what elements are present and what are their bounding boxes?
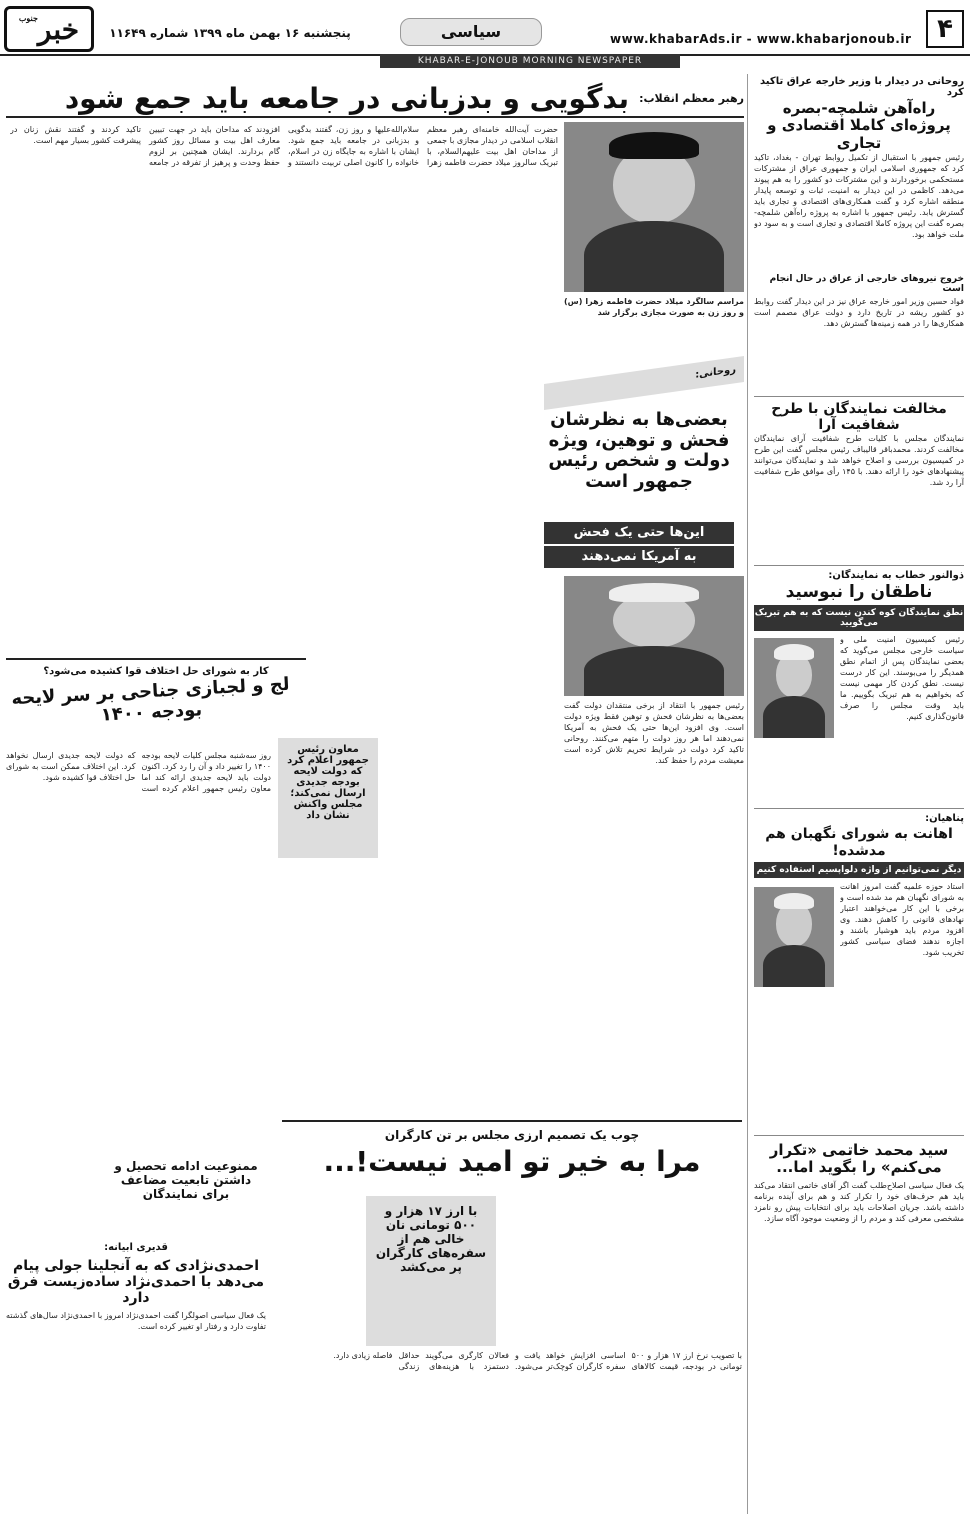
rouhani-kicker: روحانی:	[695, 364, 736, 381]
budget-title: لج و لجبازی جناحی بر سر لایحه بودجه ۱۴۰۰	[10, 673, 290, 726]
newspaper-logo	[4, 6, 94, 52]
article-body: فواد حسین وزیر امور خارجه عراق نیز در این دیدار گفت روابط دو کشور ریشه در تاریخ دارد و دولت عراق مصمم است همکاری‌ها را در همه زمینه‌ها گسترش دهد.	[754, 296, 964, 328]
rouhani-sub2: به آمریکا نمی‌دهند	[544, 546, 734, 568]
website-urls: www.khabarAds.ir - www.khabarjonoub.ir	[610, 32, 912, 46]
photo-caption: مراسم سالگرد میلاد حضرت فاطمه زهرا (س) و روز زن به صورت مجازی برگزار شد	[564, 297, 744, 317]
lead-headline-row	[6, 80, 744, 118]
lead-kicker: رهبر معظم انقلاب:	[639, 91, 744, 105]
divider	[754, 808, 964, 809]
masthead-strip: KHABAR-E-JONOUB MORNING NEWSPAPER	[380, 54, 680, 68]
ahmadi-body: یک فعال سیاسی اصولگرا گفت احمدی‌نژاد امروز با احمدی‌نژاد سال‌های گذشته تفاوت دارد و رفتار او تغییر کرده است.	[6, 1311, 266, 1331]
budget-rule	[6, 658, 306, 660]
article-body: رئیس کمیسیون امنیت ملی و سیاست خارجی مجلس می‌گوید که بعضی نمایندگان پس از اتمام نطق همدیگر را می‌بوسند. این کار درست نیست. نطق کردن کار مهمی نیست که بخواهیم به هم تبریک بگوییم. ما باید وقت مجلس را صرف قانون‌گذاری کنیم.	[840, 635, 964, 722]
wage-kicker: چوب یک تصمیم ارزی مجلس بر تن کارگران	[384, 1128, 640, 1142]
article-title: راه‌آهن شلمچه-بصره پروژه‌ای کاملا اقتصادی و تجاری	[767, 99, 951, 152]
ahmadi-box: ممنوعیت ادامه تحصیل و داشتن تابعیت مضاعف برای نمایندگان	[114, 1159, 258, 1201]
article-body: یک فعال سیاسی اصلاح‌طلب گفت اگر آقای خاتمی انتقاد می‌کند باید هم حرف‌های خود را تکرار کند و هم برای آینده برنامه داشته باشد. جریان اصلاحات باید برای انتخابات پیش رو نامزد مشخصی معرفی کند و مردم را از وضعیت موجود آگاه سازد.	[754, 1181, 964, 1224]
budget-kicker: کار به شورای حل اختلاف قوا کشیده می‌شود؟	[43, 666, 269, 677]
article-title: اهانت به شورای نگهبان هم مدشده!	[765, 826, 953, 859]
photo-panahian	[754, 887, 834, 987]
article-subhead: دیگر نمی‌توانیم از واژه دلواپسیم استفاده کنیم	[754, 862, 964, 878]
budget-body: روز سه‌شنبه مجلس کلیات لایحه بودجه ۱۴۰۰ را تغییر داد و آن را رد کرد. اکنون دولت باید لایحه جدیدی ارائه کند اما معاون رئیس جمهور اعلام کرده است که دولت لایحه جدیدی ارسال نخواهد کرد. این اختلاف ممکن است به شورای حل اختلاف قوا کشیده شود.	[6, 751, 271, 793]
lead-body: حضرت آیت‌الله خامنه‌ای رهبر معظم انقلاب اسلامی در دیدار مجازی با جمعی از مداحان اهل بیت علیهم‌السلام، با تبریک سالروز میلاد حضرت فاطمه زهرا سلام‌الله‌علیها و روز زن، گفتند بدگویی و بدزبانی در جامعه باید جمع شود. ایشان با اشاره به جایگاه زن در اسلام، خانواده را کانون اصلی تربیت دانستند و افزودند که مداحان باید در جهت تبیین معارف اهل بیت و مسائل روز کشور گام بردارند. ایشان همچنین بر لزوم حفظ وحدت و پرهیز از تفرقه در جامعه تاکید کردند و گفتند نقش زنان در پیشرفت کشور بسیار مهم است.	[10, 125, 558, 167]
wage-title: مرا به خیر تو امید نیست!...	[323, 1145, 701, 1178]
divider	[754, 396, 964, 397]
article-subhead: خروج نیروهای خارجی از عراق در حال انجام است	[769, 273, 964, 294]
rouhani-kicker-band	[544, 356, 744, 410]
ahmadi-kicker: قدیری ابیانه:	[104, 1242, 168, 1253]
divider	[754, 565, 964, 566]
article-body: استاد حوزه علمیه گفت امروز اهانت به شورای نگهبان هم مد شده است و برخی با این کار می‌خواهند اعتبار نهادهای قانونی را کاهش دهند. وی افزود مردم باید هوشیار باشند و اجازه ندهند فضای سیاسی کشور تخریب شود.	[840, 881, 964, 957]
logo-text: خبر	[37, 12, 80, 46]
wage-box: با ارز ۱۷ هزار و ۵۰۰ تومانی نان خالی هم از سفره‌های کارگران پر می‌کشد	[366, 1196, 496, 1346]
rouhani-title: بعضی‌ها به نظرشان فحش و توهین، ویژه دولت و شخص رئیس جمهور است	[548, 409, 730, 493]
article-title: مخالفت نمایندگان با طرح شفافیت آرا	[771, 400, 947, 433]
wage-rule	[282, 1120, 742, 1122]
main-area	[6, 70, 744, 1510]
page-number: ۴	[926, 10, 964, 48]
budget-box: معاون رئیس جمهور اعلام کرد که دولت لایحه بودجه جدیدی ارسال نمی‌کند؛ مجلس واکنش نشان داد	[278, 738, 378, 858]
article-kicker: پناهیان:	[925, 813, 964, 825]
article-subhead: نطق نمایندگان کوه کندن نیست که به هم تبریک می‌گویید	[754, 605, 964, 631]
article-kicker: ذوالنور خطاب به نمایندگان:	[828, 569, 964, 581]
article-body: نمایندگان مجلس با کلیات طرح شفافیت آرای نمایندگان مخالفت کردند. محمدباقر قالیباف رئیس مجلس گفت این طرح در کمیسیون بررسی و اصلاح خواهد شد و نمایندگان می‌توانند پیشنهادهای خود را ارائه دهند. با ۱۴۵ رأی موافق طرح شفافیت آرا رد شد.	[754, 433, 964, 487]
article-body: رئیس جمهور با استقبال از تکمیل روابط تهران - بغداد، تاکید کرد که جمهوری اسلامی ایران و جمهوری عراق از مشترکات مستحکمی برخوردارند و این مشترکات دو کشور را به هم پیوند می‌دهد. کاظمی در این دیدار به امنیت، ثبات و توسعه پایدار منطقه اشاره کرد و گفت همکاری‌های اقتصادی و تجاری باید گسترش یابد. رئیس جمهور با اشاره به پروژه راه‌آهن شلمچه-بصره گفت این پروژه کاملا اقتصادی و تجاری است و به سود دو ملت خواهد بود.	[754, 152, 964, 239]
photo-zolnour	[754, 638, 834, 738]
article-title: سید محمد خاتمی «تکرار می‌کنم» را بگوید اما...	[769, 1140, 949, 1176]
masthead	[0, 0, 970, 56]
article-title: ناطقان را نبوسید	[785, 581, 933, 602]
photo-rouhani	[564, 576, 744, 696]
logo-sub: جنوب	[18, 13, 38, 23]
wage-body: با تصویب نرخ ارز ۱۷ هزار و ۵۰۰ تومانی در بودجه، قیمت کالاهای اساسی افزایش خواهد یافت و سفره کارگران کوچک‌تر می‌شود. فعالان کارگری می‌گویند حداقل دستمزد با هزینه‌های زندگی فاصله زیادی دارد.	[333, 1351, 742, 1371]
rouhani-sub1: این‌ها حتی یک فحش	[544, 522, 734, 544]
date-line: پنجشنبه ۱۶ بهمن ماه ۱۳۹۹ شماره ۱۱۶۴۹	[109, 26, 351, 40]
rouhani-body: رئیس جمهور با انتقاد از برخی منتقدان دولت گفت بعضی‌ها به نظرشان فحش و توهین فقط ویژه دولت است. وی افزود این‌ها حتی یک فحش به آمریکا نمی‌دهند اما هر روز دولت را متهم می‌کنند. روحانی تاکید کرد دولت در شرایط تحریم تلاش کرده است معیشت مردم را حفظ کند.	[564, 701, 744, 765]
section-label: سیاسی	[400, 18, 542, 46]
article-kicker: روحانی در دیدار با وزیر خارجه عراق تاکید کرد	[760, 76, 964, 98]
right-column	[747, 74, 964, 1514]
divider	[754, 1135, 964, 1136]
ahmadi-title: احمدی‌نژادی که به آنجلینا جولی پیام می‌دهد با احمدی‌نژاد ساده‌زیست فرق دارد	[7, 1258, 265, 1307]
photo-leader	[564, 122, 744, 292]
lead-title: بدگویی و بدزبانی در جامعه باید جمع شود	[64, 81, 630, 115]
